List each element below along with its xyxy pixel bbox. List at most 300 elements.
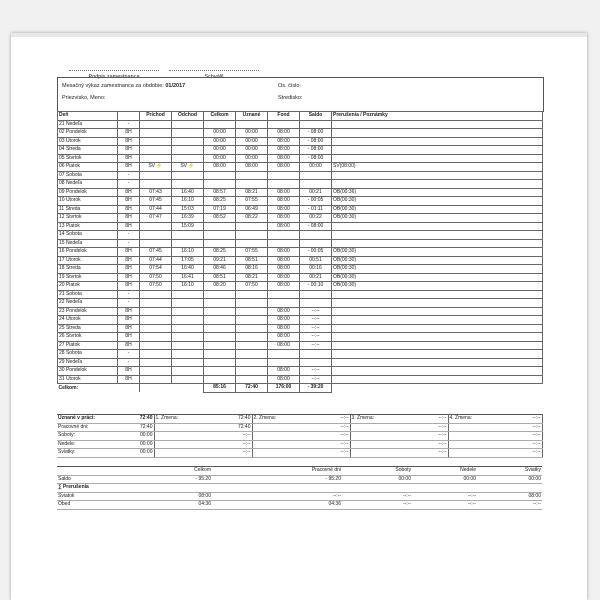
table-cell: --:-- [300,375,332,384]
summary-cell [154,449,196,458]
table-cell [140,222,172,231]
table-cell: 8H [118,265,140,274]
summary-row [57,449,542,458]
table-cell: 8H [118,129,140,138]
table-cell [332,299,543,308]
table-cell [204,358,236,367]
table-cell [172,154,204,163]
table-cell: 08:00 [268,265,300,274]
table-cell: 06 Piatok [58,163,118,172]
table-row [58,299,543,308]
table-cell [140,307,172,316]
table-cell: - 00:05 [300,197,332,206]
table-cell: - 08:00 [300,137,332,146]
table-row [58,214,543,223]
balance-cell [137,484,212,493]
table-cell: 8H [118,146,140,155]
table-row [58,367,543,376]
table-row [58,154,543,163]
table-row [58,180,543,189]
table-cell: 15:03 [172,205,204,214]
table-cell: 00:21 [300,273,332,282]
table-row [58,282,543,291]
table-row [58,205,543,214]
summary-cell: 00:00 [117,449,154,458]
balance-row [57,484,542,493]
balance-cell: 04:36 [212,501,342,510]
table-cell [172,350,204,359]
table-cell [268,299,300,308]
summary-table [57,414,543,458]
table-cell [172,333,204,342]
table-cell: 19 Štvrtok [58,273,118,282]
table-row [58,239,543,248]
table-cell: 12 Štvrtok [58,214,118,223]
table-row [58,350,543,359]
table-cell: 00:00 [204,154,236,163]
summary-cell [448,440,490,449]
table-cell [300,239,332,248]
table-cell: 07:50 [140,273,172,282]
table-cell [140,180,172,189]
table-cell: 8H [118,256,140,265]
column-header: Odchod [172,112,204,121]
table-cell: 8H [118,222,140,231]
balance-cell [342,484,412,493]
summary-cell: --:-- [196,440,252,449]
column-header: Fond [268,112,300,121]
table-cell: 25 Streda [58,324,118,333]
table-cell [236,324,268,333]
table-cell: 8H [118,307,140,316]
table-cell [332,350,543,359]
table-cell: - 08:00 [300,154,332,163]
table-cell: 08:00 [236,163,268,172]
summary-cell [448,423,490,432]
table-row [58,307,543,316]
table-cell: 02 Pondelok [58,129,118,138]
table-cell [140,299,172,308]
table-cell [332,375,543,384]
table-cell [236,239,268,248]
table-cell: OB(00:30) [332,282,543,291]
balance-cell [477,484,542,493]
table-cell [204,367,236,376]
table-cell [172,341,204,350]
table-cell: 09:21 [204,256,236,265]
summary-cell [252,423,294,432]
table-cell: 16 Pondelok [58,248,118,257]
summary-cell: --:-- [392,432,448,441]
table-cell: 08:20 [204,282,236,291]
table-cell: 08:00 [268,324,300,333]
table-cell: 08:51 [236,256,268,265]
summary-cell: Nedele: [57,440,117,449]
table-cell: 8H [118,282,140,291]
table-cell [332,324,543,333]
table-cell [332,146,543,155]
table-cell: 8H [118,205,140,214]
balance-row [57,492,542,501]
table-row [58,316,543,325]
table-cell: 24 Utorok [58,316,118,325]
table-cell [140,137,172,146]
table-cell: 31 Utorok [58,375,118,384]
table-cell: 08:25 [204,197,236,206]
table-cell: 18 Streda [58,265,118,274]
table-cell [236,358,268,367]
summary-cell [448,432,490,441]
balance-cell: 08:00 [477,492,542,501]
summary-cell: --:-- [490,415,542,424]
summary-cell [154,423,196,432]
table-cell: 00:00 [236,146,268,155]
table-cell [140,239,172,248]
totals-celkom: 85:16 [204,384,236,393]
table-cell [140,171,172,180]
table-cell: - 08:00 [300,129,332,138]
balance-cell: - 95:20 [212,475,342,484]
summary-cell [350,440,392,449]
table-cell [268,231,300,240]
table-cell: 8H [118,341,140,350]
employee-signature-label: Podpis zamestnanca [88,74,140,80]
summary-cell: --:-- [392,440,448,449]
table-cell [172,231,204,240]
table-cell: 08:00 [268,282,300,291]
table-cell: 00:00 [236,137,268,146]
table-cell [268,180,300,189]
table-cell [332,358,543,367]
summary-cell: Soboty: [57,432,117,441]
summary-cell: --:-- [490,440,542,449]
table-cell [300,299,332,308]
table-cell [332,307,543,316]
table-cell: 08:00 [268,375,300,384]
summary-row [57,415,542,424]
summary-cell: 00:00 [117,432,154,441]
summary-cell: 72:40 [196,415,252,424]
table-cell [204,350,236,359]
table-cell [332,120,543,129]
table-cell: 8H [118,273,140,282]
balance-header-cell: Sviatky [477,467,542,476]
table-cell: OB(00:30) [332,265,543,274]
table-row [58,265,543,274]
table-cell: 08:00 [268,154,300,163]
table-cell [268,350,300,359]
summary-cell: --:-- [294,415,350,424]
balance-header-cell: Nedele [412,467,477,476]
table-cell [332,333,543,342]
table-cell: 00:51 [300,256,332,265]
table-cell: 07:55 [236,248,268,257]
summary-row [57,440,542,449]
table-cell [204,316,236,325]
table-cell: 08:21 [236,188,268,197]
table-row [58,171,543,180]
table-cell [268,171,300,180]
table-cell [236,307,268,316]
table-cell: 28 Sobota [58,350,118,359]
table-cell: 00:00 [204,129,236,138]
table-cell: 06:49 [236,205,268,214]
table-row [58,256,543,265]
table-cell [236,231,268,240]
table-cell: OB(00:30) [332,205,543,214]
table-cell: 16:40 [172,265,204,274]
table-cell: 03 Utorok [58,137,118,146]
table-row [58,231,543,240]
attendance-table [57,111,543,393]
table-cell: 07:45 [140,248,172,257]
table-cell: SV ⚡ [140,163,172,172]
table-cell: 07:55 [236,197,268,206]
table-cell [332,367,543,376]
table-cell: 00:00 [236,129,268,138]
table-cell [140,316,172,325]
table-cell: 16:10 [172,248,204,257]
table-cell [204,239,236,248]
balance-cell: --:-- [412,501,477,510]
table-cell [172,290,204,299]
table-cell: --:-- [300,341,332,350]
summary-cell: --:-- [490,423,542,432]
table-cell: 10 Utorok [58,197,118,206]
table-cell: - [118,120,140,129]
summary-cell [350,432,392,441]
table-cell: 00:00 [236,154,268,163]
summary-cell: 72:40 [117,423,154,432]
balance-cell [412,484,477,493]
summary-cell: 72:40 [196,423,252,432]
table-cell [140,333,172,342]
table-cell [140,154,172,163]
table-cell [268,239,300,248]
balance-cell: --:-- [342,492,412,501]
table-row [58,341,543,350]
table-cell: 15:09 [172,222,204,231]
table-cell: 05 Štvrtok [58,154,118,163]
table-cell: 09 Pondelok [58,188,118,197]
balance-cell: 04:36 [137,501,212,510]
report-sheet [11,33,587,600]
table-cell: 08:51 [204,273,236,282]
period-value: 01/2017 [165,83,186,89]
table-cell: 20 Piatok [58,282,118,291]
table-cell [172,171,204,180]
table-cell: 08:00 [204,163,236,172]
table-cell: OB(00:30) [332,248,543,257]
table-cell: - [118,171,140,180]
table-cell: 08:00 [268,129,300,138]
table-cell: - [118,358,140,367]
table-cell: - [118,180,140,189]
summary-cell: 2. Zmena: [252,415,294,424]
table-cell: --:-- [300,324,332,333]
table-cell: 8H [118,197,140,206]
summary-cell: 72:40 [117,415,154,424]
table-cell: 08:46 [204,265,236,274]
table-cell: OB(00:30) [332,273,543,282]
balance-cell: --:-- [342,501,412,510]
table-cell [172,299,204,308]
table-cell [236,222,268,231]
table-cell: - [118,350,140,359]
table-cell: 08:00 [268,137,300,146]
table-cell: --:-- [300,307,332,316]
summary-cell [350,423,392,432]
summary-cell: Sviatky: [57,449,117,458]
table-cell [300,120,332,129]
table-cell: 16:39 [172,214,204,223]
table-cell [204,324,236,333]
table-cell: 15 Nedeľa [58,239,118,248]
balance-cell: 00:00 [477,475,542,484]
table-cell [332,316,543,325]
summary-cell [350,449,392,458]
table-cell: 8H [118,188,140,197]
table-row [58,358,543,367]
summary-cell [252,432,294,441]
summary-cell: --:-- [294,423,350,432]
table-cell [140,367,172,376]
summary-cell [252,449,294,458]
table-row [58,188,543,197]
summary-cell: --:-- [294,440,350,449]
table-cell: 11 Streda [58,205,118,214]
table-cell: 00:00 [300,163,332,172]
summary-cell: --:-- [392,423,448,432]
table-cell: 08:16 [236,265,268,274]
table-cell [236,341,268,350]
table-cell: 08:00 [268,341,300,350]
table-cell: 8H [118,214,140,223]
table-row [58,120,543,129]
table-cell: OB(00:30) [332,256,543,265]
table-cell [140,120,172,129]
summary-row [57,423,542,432]
table-cell: 21 Sobota [58,290,118,299]
table-cell: 30 Pondelok [58,367,118,376]
table-cell [236,120,268,129]
table-cell [332,341,543,350]
table-cell: 08:00 [268,256,300,265]
table-cell: 08:21 [236,273,268,282]
summary-cell [154,432,196,441]
table-cell: 8H [118,163,140,172]
table-cell [236,290,268,299]
table-cell [300,171,332,180]
table-cell [300,350,332,359]
table-cell: 00:00 [204,146,236,155]
summary-cell: 4. Zmena: [448,415,490,424]
table-cell [236,299,268,308]
table-cell [140,341,172,350]
table-cell [236,180,268,189]
table-cell [204,120,236,129]
table-cell [332,231,543,240]
table-cell: 8H [118,248,140,257]
table-cell: 08:22 [236,214,268,223]
sheet-top-bar [11,33,587,37]
totals-saldo: - 39:20 [300,384,332,393]
table-cell: 07:47 [140,214,172,223]
table-cell [300,231,332,240]
table-cell: 16:41 [172,273,204,282]
totals-fond: 176:00 [268,384,300,393]
table-cell: 08:57 [204,188,236,197]
table-cell: --:-- [300,316,332,325]
column-header: Uznané [236,112,268,121]
balance-cell: 08:00 [137,492,212,501]
balance-cell: 00:00 [342,475,412,484]
table-cell [236,367,268,376]
table-cell: 07:50 [236,282,268,291]
table-cell [172,367,204,376]
table-cell [140,350,172,359]
balance-header-cell [57,467,137,476]
table-cell [236,375,268,384]
balance-cell: --:-- [212,492,342,501]
summary-cell: 3. Zmena: [350,415,392,424]
summary-cell: Uznané v práci: [57,415,117,424]
table-cell: 16:10 [172,282,204,291]
table-cell [172,146,204,155]
table-cell [172,375,204,384]
table-cell [172,180,204,189]
balance-table [57,466,542,510]
table-cell: - 01:11 [300,205,332,214]
name-label: Priezvisko, Meno: [62,95,106,101]
table-cell [204,341,236,350]
table-cell [332,222,543,231]
table-cell: --:-- [300,333,332,342]
table-row [58,290,543,299]
table-cell: 23 Pondelok [58,307,118,316]
table-row [58,146,543,155]
table-cell: 8H [118,324,140,333]
table-cell: 07:43 [140,188,172,197]
table-cell: - 00:05 [300,248,332,257]
table-cell: 8H [118,333,140,342]
balance-header-cell: Pracovné dni [212,467,342,476]
table-cell: --:-- [300,367,332,376]
summary-cell: --:-- [196,449,252,458]
table-cell: 00:21 [300,188,332,197]
summary-cell: --:-- [196,432,252,441]
column-header [118,112,140,121]
center-label: Stredisko: [278,95,303,101]
summary-cell [154,440,196,449]
table-cell [236,316,268,325]
table-cell [332,154,543,163]
table-cell: 14 Sobota [58,231,118,240]
table-cell [332,129,543,138]
table-cell: 07:45 [140,197,172,206]
totals-row [58,384,543,393]
table-cell: OB(00:30) [332,197,543,206]
table-cell [140,324,172,333]
table-cell: - 08:00 [300,222,332,231]
table-cell: 00:22 [300,214,332,223]
table-cell: 29 Nedeľa [58,358,118,367]
table-cell: 13 Piatok [58,222,118,231]
table-cell: 08:00 [268,316,300,325]
table-cell [300,358,332,367]
table-cell: 08:00 [268,146,300,155]
table-cell: 08:00 [268,307,300,316]
